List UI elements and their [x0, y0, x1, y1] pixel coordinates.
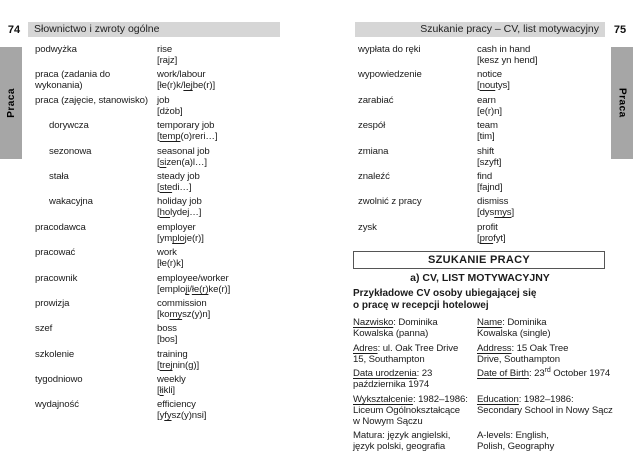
- phonetic-transcription: [łe(r)k]: [157, 258, 184, 270]
- polish-term-line: wykonania): [35, 80, 83, 92]
- cv-cell-english: [477, 368, 627, 390]
- polish-term: [35, 298, 157, 320]
- cv-line: język polski, geografia: [353, 441, 446, 452]
- polish-term: [35, 171, 157, 193]
- right-header-bar: Szukanie pracy – CV, list motywacyjny: [355, 22, 605, 37]
- vocab-entry: [358, 95, 633, 117]
- translation: [157, 222, 316, 244]
- english-term: steady job: [157, 170, 200, 182]
- polish-term: [358, 69, 477, 91]
- translation: [157, 399, 316, 421]
- polish-term-line: podwyżka: [35, 44, 77, 55]
- polish-term-line: szkolenie: [35, 348, 75, 360]
- cv-line: Data urodzenia: 23: [353, 368, 433, 379]
- cv-line: Polish, Geography: [477, 441, 555, 452]
- phonetic-transcription: [stedi…]: [157, 181, 192, 193]
- translation: [477, 146, 633, 168]
- english-term: earn: [477, 94, 496, 106]
- english-term: work: [157, 247, 177, 259]
- left-chapter-tab-label: Praca: [5, 88, 17, 118]
- translation: [477, 44, 633, 66]
- phonetic-transcription: [ymploje(r)]: [157, 232, 204, 244]
- translation: [157, 120, 316, 142]
- phonetic-transcription: [dysmys]: [477, 207, 515, 219]
- english-term: cash in hand: [477, 44, 531, 55]
- translation: [157, 374, 316, 396]
- cv-cell-english: [477, 343, 627, 365]
- cv-line: Wykształcenie: 1982–1986:: [353, 393, 468, 405]
- polish-term: [35, 120, 157, 142]
- polish-term-line: pracownik: [35, 272, 78, 284]
- phonetic-transcription: [temp(o)reri…]: [157, 131, 218, 143]
- polish-term: [358, 146, 477, 168]
- polish-term: [35, 196, 157, 218]
- cv-cell-polish: [353, 343, 477, 365]
- polish-term-line: praca (zadania do: [35, 69, 111, 81]
- translation: [157, 298, 316, 320]
- phonetic-transcription: [trejnin(g)]: [157, 359, 200, 371]
- phonetic-transcription: [łe(r)k/lejbe(r)]: [157, 80, 216, 92]
- translation: [157, 323, 316, 345]
- polish-term: [35, 349, 157, 371]
- english-term: employer: [157, 221, 196, 233]
- polish-term: [358, 222, 477, 244]
- polish-term-line: zmiana: [358, 145, 389, 157]
- polish-term-line: wakacyjna: [49, 196, 93, 208]
- translation: [157, 273, 316, 295]
- cv-cell-english: [477, 430, 627, 452]
- english-term: boss: [157, 323, 177, 335]
- polish-term: [35, 44, 157, 66]
- translation: [157, 196, 316, 218]
- english-term: holiday job: [157, 196, 202, 208]
- right-page-header: [318, 22, 635, 37]
- english-term: weekly: [157, 374, 186, 386]
- vocab-entry: [358, 69, 633, 91]
- cv-row: [353, 343, 633, 365]
- cv-cell-english: [477, 317, 627, 339]
- vocab-entry: [358, 171, 633, 193]
- polish-term: [358, 44, 477, 66]
- cv-line: Matura: język angielski,: [353, 430, 451, 441]
- cv-row: [353, 368, 633, 390]
- polish-term-line: pracować: [35, 247, 76, 259]
- vocab-entry: [35, 171, 316, 193]
- english-term: commission: [157, 297, 207, 309]
- cv-section: [353, 251, 633, 456]
- cv-line: Kowalska (single): [477, 328, 551, 339]
- translation: [477, 222, 633, 244]
- polish-term-line: pracodawca: [35, 221, 86, 233]
- polish-term: [35, 146, 157, 168]
- polish-term-line: prowizja: [35, 297, 70, 309]
- vocab-entry: [358, 120, 633, 142]
- right-page-number: 75: [613, 23, 627, 36]
- english-term: notice: [477, 69, 503, 81]
- polish-term-line: zysk: [358, 221, 377, 233]
- vocab-entry: [35, 69, 316, 91]
- left-page-header: [0, 22, 318, 37]
- phonetic-transcription: [kesz yn hend]: [477, 55, 538, 66]
- vocab-entry: [35, 44, 316, 66]
- vocab-entry: [35, 374, 316, 396]
- section-intro-line: o pracę w recepcji hotelowej: [353, 300, 489, 311]
- vocab-entry: [35, 146, 316, 168]
- translation: [157, 247, 316, 269]
- section-intro: [353, 288, 633, 312]
- polish-term: [35, 374, 157, 396]
- phonetic-transcription: [tim]: [477, 131, 495, 143]
- cv-line: Liceum Ogólnokształcące: [353, 404, 461, 416]
- english-term: find: [477, 170, 493, 182]
- polish-term: [358, 95, 477, 117]
- vocab-entry: [35, 120, 316, 142]
- translation: [477, 171, 633, 193]
- polish-term: [358, 120, 477, 142]
- translation: [477, 120, 633, 142]
- polish-term-line: stała: [49, 170, 69, 182]
- polish-term-line: zespół: [358, 120, 386, 132]
- vocab-entry: [35, 196, 316, 218]
- vocab-entry: [35, 323, 316, 345]
- polish-term-line: zwolnić z pracy: [358, 196, 422, 208]
- section-title-box: SZUKANIE PRACY: [353, 251, 605, 269]
- polish-term: [35, 399, 157, 421]
- phonetic-transcription: [profyt]: [477, 232, 506, 244]
- english-term: dismiss: [477, 196, 509, 208]
- translation: [477, 196, 633, 218]
- vocab-entry: [35, 273, 316, 295]
- vocab-entry: [35, 298, 316, 320]
- polish-term-line: sezonowa: [49, 145, 92, 157]
- english-term: work/labour: [157, 69, 206, 81]
- english-term: team: [477, 120, 498, 132]
- phonetic-transcription: [szyft]: [477, 156, 502, 168]
- vocab-entry: [35, 247, 316, 269]
- polish-term: [35, 95, 157, 117]
- right-chapter-tab-label: Praca: [616, 88, 628, 118]
- phonetic-transcription: [holydej…]: [157, 207, 202, 219]
- polish-term-line: wydajność: [35, 399, 79, 411]
- cv-row: [353, 317, 633, 339]
- cv-line: Nazwisko: Dominika: [353, 317, 438, 328]
- polish-term-line: zarabiać: [358, 94, 394, 106]
- polish-term: [358, 196, 477, 218]
- vocab-entry: [35, 399, 316, 421]
- cv-line: Name: Dominika: [477, 317, 547, 328]
- polish-term: [358, 171, 477, 193]
- cv-line: Date of Birth: 23rd October 1974: [477, 366, 611, 379]
- phonetic-transcription: [e(r)n]: [477, 105, 502, 117]
- vocab-entry: [358, 44, 633, 66]
- vocab-entry: [35, 349, 316, 371]
- cv-cell-polish: [353, 394, 477, 427]
- english-term: employee/worker: [157, 272, 229, 284]
- page-left: [0, 0, 318, 455]
- phonetic-transcription: [rajz]: [157, 55, 178, 66]
- cv-row: [353, 430, 633, 452]
- phonetic-transcription: [dżob]: [157, 105, 183, 117]
- page-right: [318, 0, 635, 455]
- english-term: rise: [157, 44, 173, 55]
- phonetic-transcription: [noutys]: [477, 80, 510, 92]
- vocab-entry: [358, 146, 633, 168]
- cv-table: [353, 317, 633, 452]
- english-term: shift: [477, 145, 495, 157]
- english-term: temporary job: [157, 120, 215, 132]
- english-term: efficiency: [157, 399, 196, 411]
- english-term: training: [157, 348, 188, 360]
- section-subtitle: a) CV, LIST MOTYWACYJNY: [410, 272, 550, 284]
- phonetic-transcription: [komysz(y)n]: [157, 308, 211, 320]
- translation: [157, 44, 316, 66]
- translation: [157, 146, 316, 168]
- cv-line: Kowalska (panna): [353, 328, 429, 339]
- cv-line: w Nowym Sączu: [353, 415, 423, 427]
- cv-row: [353, 394, 633, 427]
- polish-term: [35, 69, 157, 91]
- vocab-entry: [35, 95, 316, 117]
- translation: [157, 349, 316, 371]
- cv-cell-polish: [353, 430, 477, 452]
- polish-term-line: znaleźć: [358, 170, 390, 182]
- left-chapter-tab: [0, 47, 22, 159]
- cv-cell-polish: [353, 317, 477, 339]
- cv-line: października 1974: [353, 379, 430, 390]
- left-header-bar: Słownictwo i zwroty ogólne: [28, 22, 280, 37]
- translation: [157, 69, 316, 91]
- vocab-entry: [358, 196, 633, 218]
- translation: [157, 95, 316, 117]
- polish-term: [35, 323, 157, 345]
- polish-term-line: dorywcza: [49, 120, 89, 132]
- polish-term: [35, 273, 157, 295]
- english-term: job: [157, 94, 170, 106]
- phonetic-transcription: [bos]: [157, 334, 178, 346]
- english-term: seasonal job: [157, 145, 210, 157]
- cv-line: Address: 15 Oak Tree: [477, 342, 569, 354]
- polish-term-line: wypłata do ręki: [358, 44, 421, 55]
- cv-cell-english: [477, 394, 627, 427]
- polish-term: [35, 222, 157, 244]
- vocab-entry: [35, 222, 316, 244]
- cv-line: Adres: ul. Oak Tree Drive: [353, 342, 459, 354]
- left-page-number: 74: [7, 23, 21, 36]
- phonetic-transcription: [fajnd]: [477, 181, 503, 193]
- phonetic-transcription: [łikli]: [157, 385, 175, 397]
- polish-term-line: szef: [35, 323, 53, 335]
- cv-line: A-levels: English,: [477, 430, 549, 441]
- cv-line: Drive, Southampton: [477, 353, 560, 365]
- phonetic-transcription: [sizen(a)l…]: [157, 156, 207, 168]
- phonetic-transcription: [emploji/łe(r)ke(r)]: [157, 283, 231, 295]
- polish-term: [35, 247, 157, 269]
- polish-term-line: praca (zajęcie, stanowisko): [35, 94, 149, 106]
- vocab-list-left: [35, 44, 316, 425]
- cv-line: 15, Southampton: [353, 353, 425, 365]
- cv-cell-polish: [353, 368, 477, 390]
- translation: [477, 69, 633, 91]
- translation: [157, 171, 316, 193]
- english-term: profit: [477, 221, 498, 233]
- vocab-list-right: [358, 44, 633, 247]
- polish-term-line: tygodniowo: [35, 374, 83, 386]
- translation: [477, 95, 633, 117]
- cv-line: Education: 1982–1986:: [477, 393, 574, 405]
- vocab-entry: [358, 222, 633, 244]
- section-intro-line: Przykładowe CV osoby ubiegającej się: [353, 288, 537, 299]
- cv-line: Secondary School in Nowy Sącz: [477, 404, 613, 416]
- phonetic-transcription: [yfysz(y)nsi]: [157, 410, 207, 422]
- polish-term-line: wypowiedzenie: [358, 69, 422, 81]
